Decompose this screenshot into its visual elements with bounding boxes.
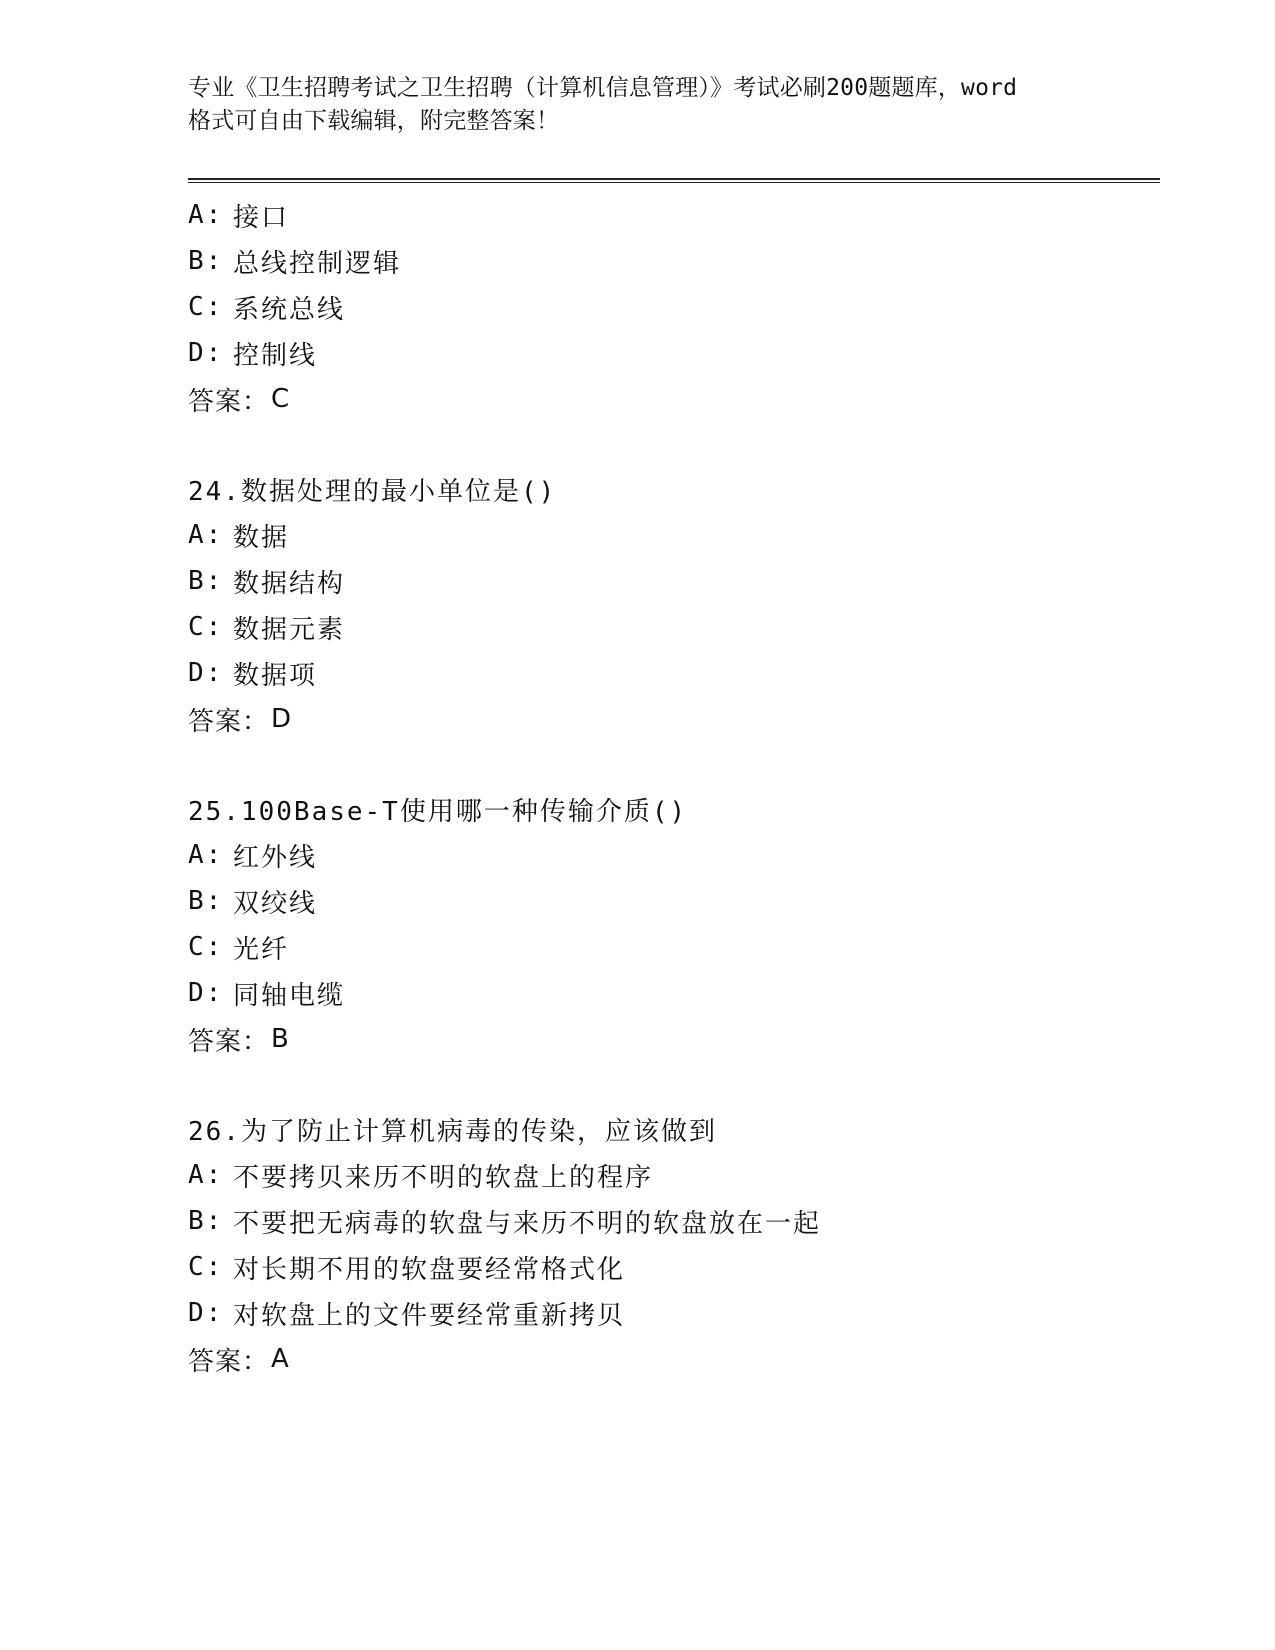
- option-label: C:: [188, 292, 224, 322]
- answer-label: 答案：: [188, 706, 270, 737]
- option-label: B:: [188, 246, 224, 276]
- spacer: [188, 1062, 1138, 1106]
- option-text: 对长期不用的软盘要经常格式化: [233, 1254, 626, 1285]
- option-label: D:: [188, 338, 224, 368]
- option-b: [188, 878, 1138, 924]
- option-text: 数据元素: [233, 614, 346, 645]
- spacer: [188, 422, 1138, 466]
- answer-line: [188, 376, 1138, 422]
- option-text: 不要拷贝来历不明的软盘上的程序: [233, 1162, 654, 1193]
- option-label: A:: [188, 200, 224, 230]
- spacer: [188, 742, 1138, 786]
- option-text: 对软盘上的文件要经常重新拷贝: [233, 1300, 626, 1331]
- option-a: [188, 192, 1138, 238]
- option-a: [188, 832, 1138, 878]
- option-text: 接口: [233, 202, 290, 233]
- option-text: 双绞线: [233, 888, 318, 919]
- option-text: 不要把无病毒的软盘与来历不明的软盘放在一起: [233, 1208, 822, 1239]
- option-label: B:: [188, 886, 224, 916]
- answer-label: 答案：: [188, 386, 270, 417]
- question-block-25: [188, 786, 1138, 1062]
- option-text: 数据结构: [233, 568, 346, 599]
- option-d: [188, 970, 1138, 1016]
- option-a: [188, 512, 1138, 558]
- answer-label: 答案：: [188, 1026, 270, 1057]
- question-list: [188, 192, 1138, 1382]
- answer-line: [188, 1336, 1138, 1382]
- question-block-26: [188, 1106, 1138, 1382]
- option-label: D:: [188, 978, 224, 1008]
- option-b: [188, 238, 1138, 284]
- option-text: 红外线: [233, 842, 318, 873]
- question-block-23: [188, 192, 1138, 422]
- option-text: 控制线: [233, 340, 318, 371]
- option-label: B:: [188, 566, 224, 596]
- option-label: C:: [188, 612, 224, 642]
- header-divider: [188, 178, 1160, 183]
- answer-value: A: [271, 1344, 290, 1374]
- document-header: [188, 72, 1088, 138]
- option-text: 系统总线: [233, 294, 346, 325]
- option-d: [188, 650, 1138, 696]
- option-text: 同轴电缆: [233, 980, 346, 1011]
- option-label: C:: [188, 932, 224, 962]
- option-c: [188, 604, 1138, 650]
- answer-value: C: [271, 384, 291, 414]
- option-d: [188, 1290, 1138, 1336]
- question-text: 25.100Base-T使用哪一种传输介质(): [188, 796, 688, 827]
- option-c: [188, 924, 1138, 970]
- question-text: 24.数据处理的最小单位是(): [188, 476, 557, 507]
- question-block-24: [188, 466, 1138, 742]
- header-title-line-1: 专业《卫生招聘考试之卫生招聘（计算机信息管理）》考试必刷200题题库，word: [188, 75, 1018, 101]
- question-text: 26.为了防止计算机病毒的传染，应该做到: [188, 1116, 717, 1147]
- answer-line: [188, 1016, 1138, 1062]
- option-b: [188, 558, 1138, 604]
- option-text: 数据: [233, 522, 290, 553]
- answer-value: D: [271, 704, 293, 734]
- option-c: [188, 284, 1138, 330]
- option-label: D:: [188, 1298, 224, 1328]
- option-b: [188, 1198, 1138, 1244]
- option-c: [188, 1244, 1138, 1290]
- answer-value: B: [271, 1024, 290, 1054]
- option-d: [188, 330, 1138, 376]
- answer-label: 答案：: [188, 1346, 270, 1377]
- option-label: A:: [188, 520, 224, 550]
- option-label: A:: [188, 1160, 224, 1190]
- header-title-line-2: 格式可自由下载编辑，附完整答案！: [188, 108, 560, 134]
- option-a: [188, 1152, 1138, 1198]
- option-text: 数据项: [233, 660, 318, 691]
- option-text: 总线控制逻辑: [233, 248, 402, 279]
- option-text: 光纤: [233, 934, 290, 965]
- option-label: C:: [188, 1252, 224, 1282]
- option-label: A:: [188, 840, 224, 870]
- answer-line: [188, 696, 1138, 742]
- option-label: B:: [188, 1206, 224, 1236]
- option-label: D:: [188, 658, 224, 688]
